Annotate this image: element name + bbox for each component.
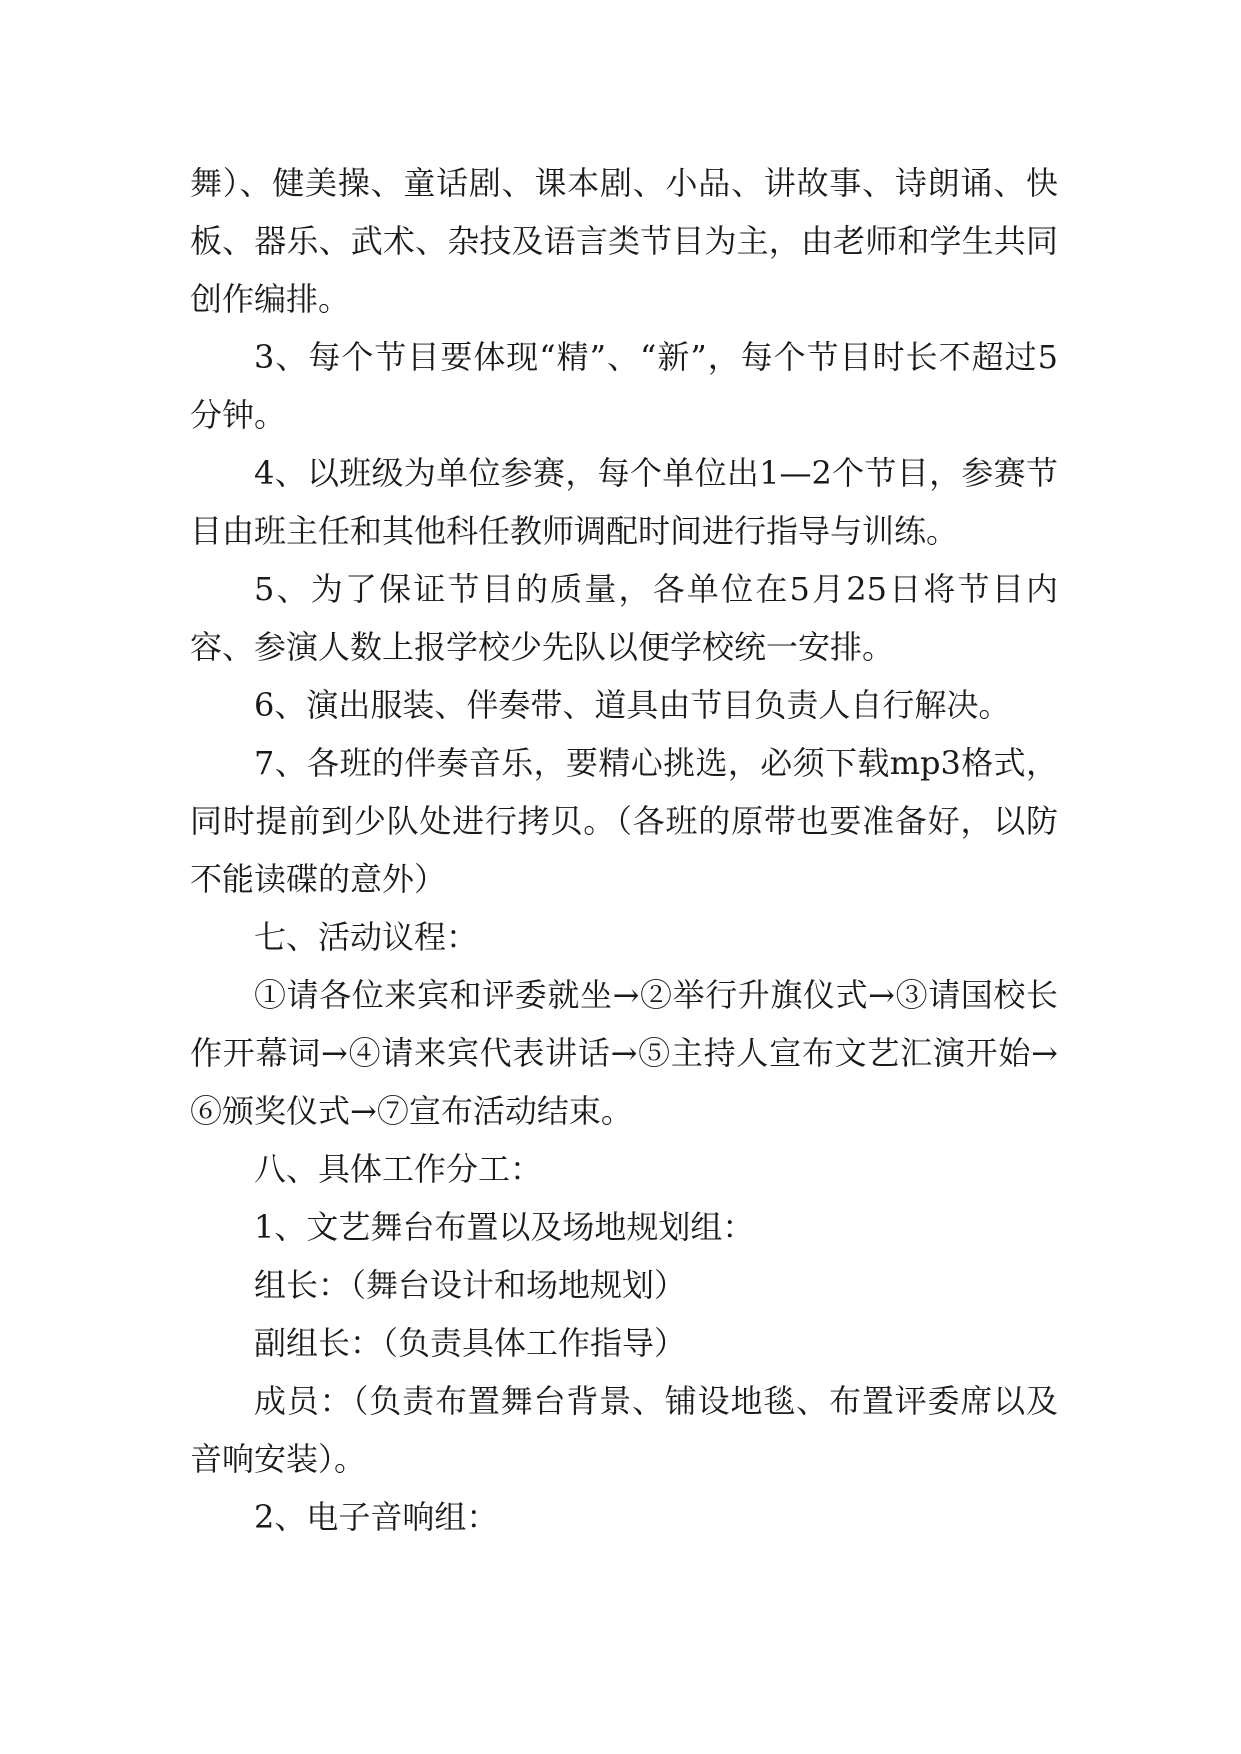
section-heading-division-of-work: 八、具体工作分工： bbox=[254, 1150, 543, 1188]
paragraph-members: 成员：（负责布置舞台背景、铺设地毯、布置评委席以及音响安装）。 bbox=[190, 1382, 1058, 1478]
paragraph-item-7: 7、各班的伴奏音乐，要精心挑选，必须下载mp3格式，同时提前到少队处进行拷贝。（各班的原带也要准备好，以防不能读碟的意外） bbox=[190, 744, 1058, 898]
paragraph-program-types: 舞）、健美操、童话剧、课本剧、小品、讲故事、诗朗诵、快板、器乐、武术、杂技及语言类节目为主，由老师和学生共同创作编排。 bbox=[190, 164, 1058, 318]
subheading-stage-group: 1、文艺舞台布置以及场地规划组： bbox=[254, 1208, 755, 1246]
paragraph-item-6: 6、演出服装、伴奏带、道具由节目负责人自行解决。 bbox=[254, 686, 1011, 724]
paragraph-group-leader: 组长：（舞台设计和场地规划） bbox=[254, 1266, 687, 1304]
document-body bbox=[190, 154, 1058, 1546]
paragraph-item-3: 3、每个节目要体现“精”、“新”，每个节目时长不超过5分钟。 bbox=[190, 338, 1058, 434]
paragraph-item-4: 4、以班级为单位参赛，每个单位出1—2个节目，参赛节目由班主任和其他科任教师调配时间进行指导与训练。 bbox=[190, 454, 1058, 550]
paragraph-deputy-leader: 副组长：（负责具体工作指导） bbox=[254, 1324, 687, 1362]
paragraph-item-5: 5、为了保证节目的质量，各单位在5月25日将节目内容、参演人数上报学校少先队以便学校统一安排。 bbox=[190, 570, 1058, 666]
section-heading-agenda: 七、活动议程： bbox=[254, 918, 479, 956]
paragraph-agenda-steps: ①请各位来宾和评委就坐→②举行升旗仪式→③请国校长作开幕词→④请来宾代表讲话→⑤主持人宣布文艺汇演开始→⑥颁奖仪式→⑦宣布活动结束。 bbox=[190, 976, 1058, 1130]
subheading-audio-group: 2、电子音响组： bbox=[254, 1498, 499, 1536]
